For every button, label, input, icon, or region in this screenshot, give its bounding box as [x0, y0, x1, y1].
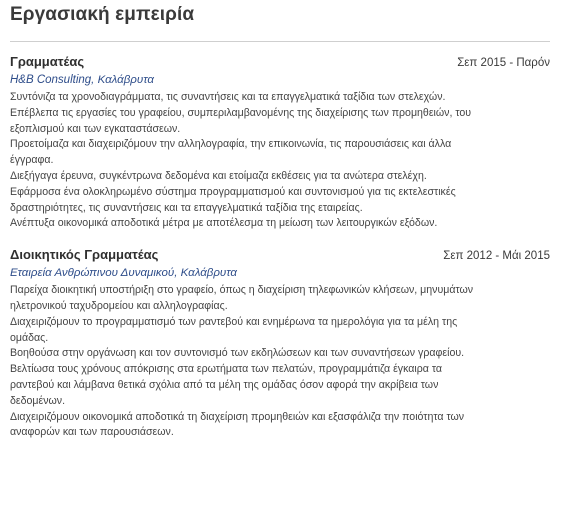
- description-line: ομάδας.: [10, 331, 49, 344]
- description-line: Βοηθούσα στην οργάνωση και τον συντονισμό των εκδηλώσεων και των συναντήσεων γραφείου.: [10, 347, 465, 360]
- description-line: έγγραφα.: [10, 154, 54, 167]
- description-line: αναφορών και των παρουσιάσεων.: [10, 426, 174, 439]
- description-line: Βελτίωσα τους χρόνους απόκρισης στα ερωτήματα των πελατών, προγραμμάτιζα έγκαιρα τα: [10, 363, 442, 376]
- job-dates: Σεπ 2015 - Παρόν: [457, 57, 550, 69]
- job-company: H&B Consulting, Καλάβρυτα: [10, 74, 154, 86]
- job-entry: [10, 246, 560, 441]
- description-line: Παρείχα διοικητική υποστήριξη στο γραφείο, όπως η διαχείριση τηλεφωνικών κλήσεων, μηνυμάτων: [10, 284, 474, 297]
- job-entry: [10, 53, 560, 232]
- job-title: Διοικητικός Γραμματέας: [10, 247, 159, 263]
- job-header: [10, 53, 550, 72]
- job-header: [10, 246, 550, 265]
- description-line: Ανέπτυξα οικονομικά αποδοτικά μέτρα με αποτέλεσμα τη μείωση των λειτουργικών εξόδων.: [10, 217, 438, 230]
- description-line: Διεξήγαγα έρευνα, συγκέντρωνα δεδομένα και ετοίμαζα εκθέσεις για τα ανώτερα στελέχη.: [10, 169, 427, 182]
- description-line: δραστηριότητες, τις συναντήσεις και τα επαγγελματικά ταξίδια της εταιρείας.: [10, 201, 363, 214]
- description-line: δεδομένων.: [10, 394, 66, 407]
- job-title: Γραμματέας: [10, 54, 85, 69]
- description-line: Διαχειριζόμουν το προγραμματισμό των ραντεβού και ενημέρωνα τα ημερολόγια για τα μέλη της: [10, 315, 458, 328]
- job-dates: Σεπ 2012 - Μάι 2015: [443, 250, 550, 263]
- job-description: [10, 90, 560, 232]
- description-line: Επέβλεπα τις εργασίες του γραφείου, συμπεριλαμβανομένης της διαχείρισης των προμηθειών, του: [10, 106, 472, 119]
- description-line: ραντεβού και λάμβανα θετικά σχόλια από τα μέλη της ομάδας όσον αφορά την ακρίβεια των: [10, 378, 439, 391]
- description-line: ηλετρονικού ταχυδρομείου και αλληλογραφίας.: [10, 299, 228, 312]
- description-line: Εφάρμοσα ένα ολοκληρωμένο σύστημα προγραμματισμού και συντονισμού για τις εκτελεστικές: [10, 185, 456, 198]
- description-line: Διαχειριζόμουν οικονομικά αποδοτικά τη διαχείριση προμηθειών και εξασφάλιζα την ποιότητα των: [10, 410, 465, 423]
- description-line: εξοπλισμού και των εγκαταστάσεων.: [10, 122, 181, 135]
- job-company: Εταιρεία Ανθρώπινου Δυναμικού, Καλάβρυτα: [10, 267, 237, 280]
- job-description: [10, 283, 560, 441]
- description-line: Προετοίμαζα και διαχειριζόμουν την αλληλογραφία, την επικοινωνία, τις παρουσιάσεις και άλλα: [10, 138, 452, 151]
- section-divider: [10, 41, 550, 42]
- description-line: Συντόνιζα τα χρονοδιαγράμματα, τις συναντήσεις και τα επαγγελματικά ταξίδια των στελεχών.: [10, 91, 446, 103]
- section-title: Εργασιακή εμπειρία: [10, 4, 195, 25]
